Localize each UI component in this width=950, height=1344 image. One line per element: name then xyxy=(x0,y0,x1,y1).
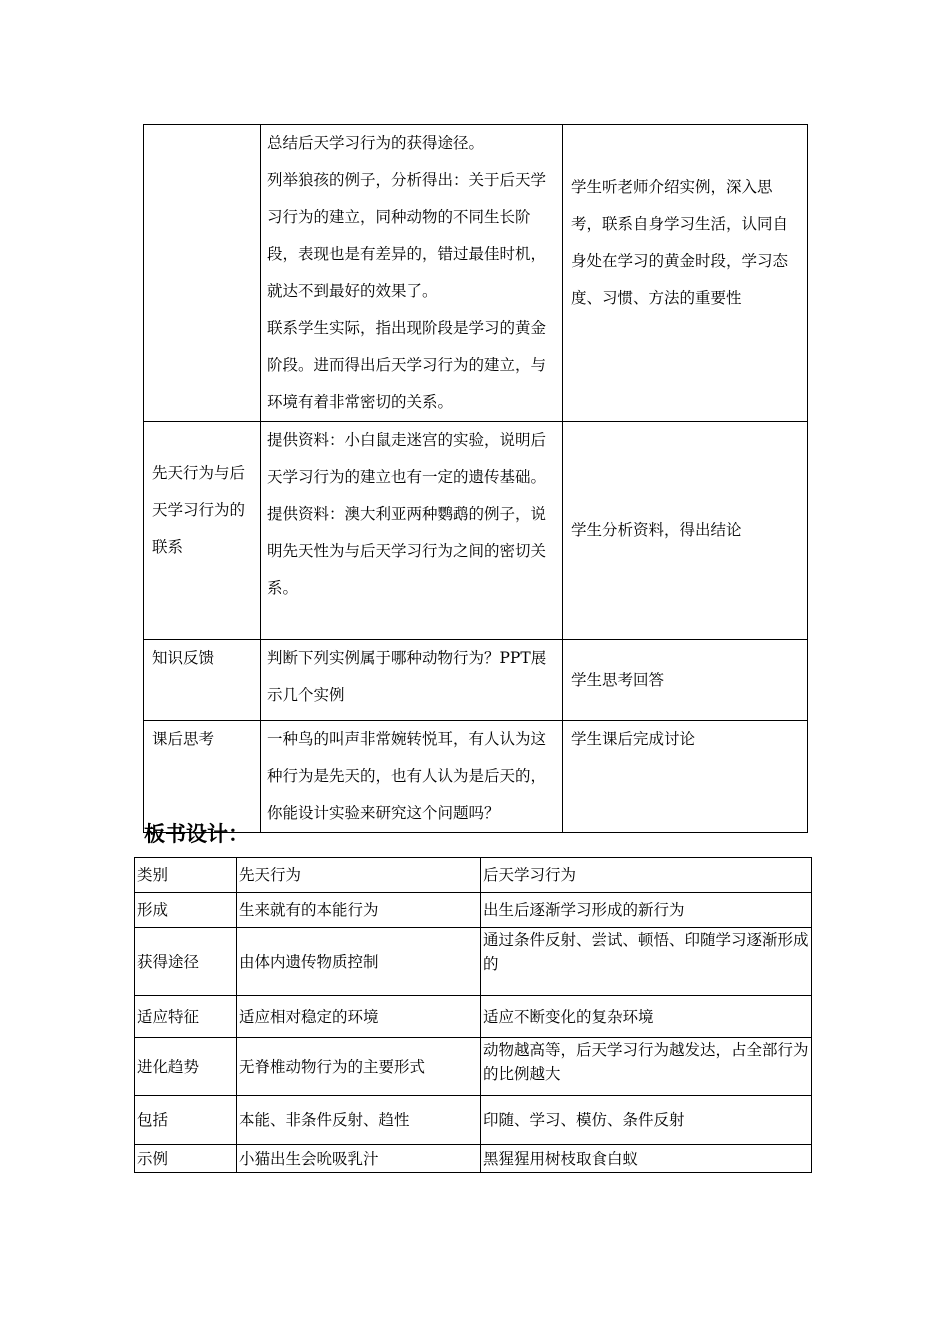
teacher-activity-cell xyxy=(261,721,563,833)
lesson-row xyxy=(144,125,808,422)
lesson-row xyxy=(144,422,808,640)
teacher-paragraph: 提供资料：澳大利亚两种鹦鹉的例子，说明先天性为与后天学习行为之间的密切关系。 xyxy=(267,505,547,597)
section-text: 先天行为与后天学习行为的联系 xyxy=(152,464,246,556)
innate-cell: 适应相对稳定的环境 xyxy=(237,996,481,1038)
teacher-paragraph: 列举狼孩的例子，分析得出：关于后天学习行为的建立，同种动物的不同生长阶段，表现也是有差异的，错过最佳时机，就达不到最好的效果了。 xyxy=(267,171,547,300)
header-cell: 先天行为 xyxy=(237,858,481,893)
student-activity-cell xyxy=(563,125,808,422)
teacher-paragraph: 一种鸟的叫声非常婉转悦耳，有人认为这种行为是先天的，也有人认为是后天的，你能设计实验来研究这个问题吗？ xyxy=(267,730,547,822)
category-cell: 包括 xyxy=(135,1096,237,1145)
section-cell xyxy=(144,422,261,640)
student-text: 学生听老师介绍实例，深入思考，联系自身学习生活，认同自身处在学习的黄金时段，学习态度、习惯、方法的重要性 xyxy=(571,178,789,307)
header-cell: 类别 xyxy=(135,858,237,893)
learned-cell: 出生后逐渐学习形成的新行为 xyxy=(481,893,812,928)
innate-cell: 无脊椎动物行为的主要形式 xyxy=(237,1038,481,1096)
teacher-paragraph: 提供资料：小白鼠走迷宫的实验，说明后天学习行为的建立也有一定的遗传基础。 xyxy=(267,431,547,486)
category-cell: 形成 xyxy=(135,893,237,928)
board-row xyxy=(135,1096,812,1145)
learned-cell: 黑猩猩用树枝取食白蚁 xyxy=(481,1145,812,1173)
header-cell: 后天学习行为 xyxy=(481,858,812,893)
learned-cell: 适应不断变化的复杂环境 xyxy=(481,996,812,1038)
student-activity-cell: 学生思考回答 xyxy=(563,640,808,721)
innate-cell: 本能、非条件反射、趋性 xyxy=(237,1096,481,1145)
lesson-plan-table xyxy=(143,124,808,833)
category-cell: 适应特征 xyxy=(135,996,237,1038)
innate-cell: 小猫出生会吮吸乳汁 xyxy=(237,1145,481,1173)
innate-cell: 生来就有的本能行为 xyxy=(237,893,481,928)
innate-cell: 由体内遗传物质控制 xyxy=(237,928,481,996)
category-cell: 进化趋势 xyxy=(135,1038,237,1096)
section-cell: 课后思考 xyxy=(144,721,261,833)
learned-cell: 动物越高等，后天学习行为越发达，占全部行为的比例越大 xyxy=(481,1038,812,1096)
learned-cell: 印随、学习、模仿、条件反射 xyxy=(481,1096,812,1145)
board-row xyxy=(135,1145,812,1173)
learned-cell: 通过条件反射、尝试、顿悟、印随学习逐渐形成的 xyxy=(481,928,812,996)
board-row xyxy=(135,928,812,996)
section-cell: 知识反馈 xyxy=(144,640,261,721)
board-design-table xyxy=(134,857,812,1173)
student-activity-cell: 学生分析资料，得出结论 xyxy=(563,422,808,640)
lesson-row xyxy=(144,640,808,721)
board-row xyxy=(135,893,812,928)
lesson-row xyxy=(144,721,808,833)
teacher-activity-cell xyxy=(261,640,563,721)
teacher-paragraph: 总结后天学习行为的获得途径。 xyxy=(267,134,485,152)
teacher-paragraph: 联系学生实际，指出现阶段是学习的黄金阶段。进而得出后天学习行为的建立，与环境有着非常密切的关系。 xyxy=(267,319,547,411)
student-activity-cell: 学生课后完成讨论 xyxy=(563,721,808,833)
category-cell: 获得途径 xyxy=(135,928,237,996)
board-row xyxy=(135,996,812,1038)
board-header-row xyxy=(135,858,812,893)
section-cell xyxy=(144,125,261,422)
teacher-activity-cell xyxy=(261,422,563,640)
category-cell: 示例 xyxy=(135,1145,237,1173)
board-row xyxy=(135,1038,812,1096)
teacher-paragraph: 判断下列实例属于哪种动物行为？PPT展示几个实例 xyxy=(267,649,547,704)
board-design-title: 板书设计： xyxy=(144,822,249,846)
teacher-activity-cell xyxy=(261,125,563,422)
